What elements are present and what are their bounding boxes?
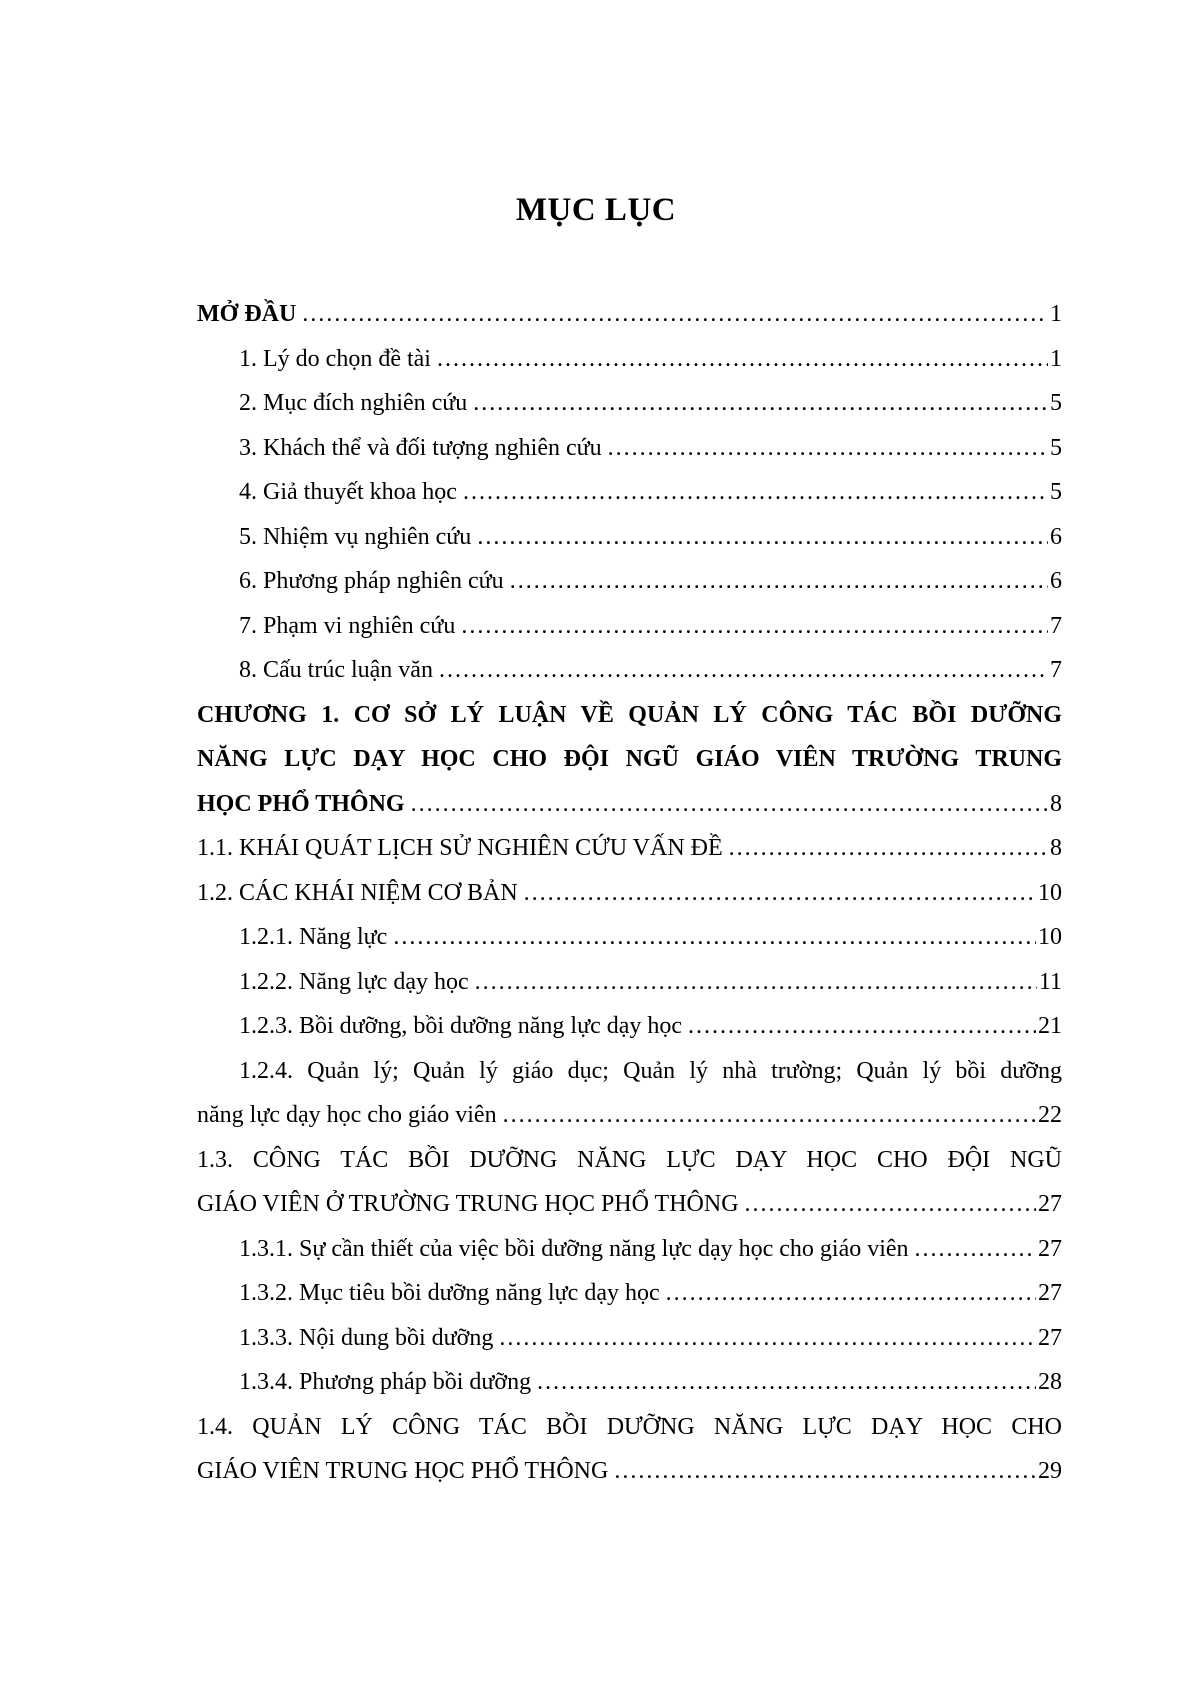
toc-entry-row bbox=[197, 292, 1062, 337]
toc-page-number: 10 bbox=[1038, 924, 1062, 950]
dot-leader bbox=[477, 515, 1048, 560]
toc-page-number: 7 bbox=[1050, 612, 1062, 639]
dot-leader bbox=[729, 826, 1048, 871]
toc-entry-title: 5. Nhiệm vụ nghiên cứu bbox=[239, 523, 472, 550]
dot-leader bbox=[688, 1004, 1036, 1049]
toc-page-number: 27 bbox=[1038, 1191, 1062, 1217]
toc-entry-row bbox=[197, 381, 1062, 426]
dot-leader bbox=[614, 1449, 1036, 1494]
toc-page-number: 1 bbox=[1050, 301, 1062, 327]
toc-page-number: 5 bbox=[1050, 434, 1062, 461]
toc-page-number: 5 bbox=[1050, 390, 1062, 416]
toc-entry[interactable] bbox=[197, 337, 1062, 382]
toc-entry[interactable] bbox=[197, 1405, 1062, 1494]
toc-entry-row bbox=[197, 826, 1062, 871]
toc-entry-row bbox=[197, 604, 1062, 649]
toc-entry[interactable] bbox=[197, 381, 1062, 426]
toc-entry-row bbox=[197, 1360, 1062, 1405]
dot-leader bbox=[302, 292, 1048, 337]
toc-entry-row bbox=[197, 426, 1062, 471]
toc-entry-title: 3. Khách thể và đối tượng nghiên cứu bbox=[239, 434, 602, 461]
toc-page-number: 29 bbox=[1038, 1458, 1062, 1484]
toc-entry-title: 2. Mục đích nghiên cứu bbox=[239, 390, 468, 416]
toc-entry[interactable] bbox=[197, 826, 1062, 871]
toc-entry-row bbox=[197, 915, 1062, 960]
toc-entry[interactable] bbox=[197, 426, 1062, 471]
dot-leader bbox=[537, 1360, 1036, 1405]
toc-entry-row bbox=[197, 1182, 1062, 1227]
toc-entry[interactable] bbox=[197, 1049, 1062, 1138]
dot-leader bbox=[461, 604, 1048, 649]
toc-entry-row bbox=[197, 1227, 1062, 1272]
toc-page-number: 22 bbox=[1038, 1102, 1062, 1128]
toc-entry-row bbox=[197, 1093, 1062, 1138]
dot-leader bbox=[393, 915, 1036, 960]
dot-leader bbox=[608, 426, 1048, 471]
toc-page-number: 27 bbox=[1038, 1280, 1062, 1306]
toc-page-number: 1 bbox=[1050, 345, 1062, 372]
toc-entry[interactable] bbox=[197, 1360, 1062, 1405]
toc-entry[interactable] bbox=[197, 871, 1062, 916]
toc-entry-title: 7. Phạm vi nghiên cứu bbox=[239, 612, 456, 639]
toc-title: MỤC LỤC bbox=[515, 192, 677, 228]
toc-entry-title: 1.2.3. Bồi dưỡng, bồi dưỡng năng lực dạy học bbox=[239, 1013, 683, 1039]
toc-entry-line: 1.2.4. Quản lý; Quản lý giáo dục; Quản lý nhà trường; Quản lý bồi dưỡng bbox=[239, 1057, 1062, 1084]
toc-entry-row bbox=[197, 515, 1062, 560]
dot-leader bbox=[503, 1093, 1036, 1138]
dot-leader bbox=[437, 337, 1048, 382]
toc-entry[interactable] bbox=[197, 1004, 1062, 1049]
toc-entry-title: HỌC PHỔ THÔNG bbox=[197, 790, 405, 817]
toc-entry-title: 1.3.2. Mục tiêu bồi dưỡng năng lực dạy học bbox=[239, 1280, 660, 1306]
toc-entry-line: 1.3. CÔNG TÁC BỒI DƯỠNG NĂNG LỰC DẠY HỌC CHO ĐỘI NGŨ bbox=[197, 1146, 1062, 1173]
toc-entry-line: NĂNG LỰC DẠY HỌC CHO ĐỘI NGŨ GIÁO VIÊN TRƯỜNG TRUNG bbox=[197, 746, 1062, 772]
toc-entry-title: năng lực dạy học cho giáo viên bbox=[197, 1102, 497, 1128]
dot-leader bbox=[463, 470, 1048, 515]
toc-entry-row bbox=[197, 782, 1062, 827]
toc-entry[interactable] bbox=[197, 960, 1062, 1005]
toc-entry-title: 4. Giả thuyết khoa học bbox=[239, 479, 457, 505]
toc-page-number: 21 bbox=[1038, 1013, 1062, 1039]
toc-entry-row bbox=[197, 871, 1062, 916]
dot-leader bbox=[745, 1182, 1036, 1227]
toc-entry[interactable] bbox=[197, 1227, 1062, 1272]
toc-page-number: 27 bbox=[1038, 1235, 1062, 1262]
dot-leader bbox=[510, 559, 1048, 604]
toc-entry-title: 1.3.3. Nội dung bồi dưỡng bbox=[239, 1324, 494, 1351]
toc-entry-title: 6. Phương pháp nghiên cứu bbox=[239, 568, 504, 594]
toc-entry-row bbox=[197, 1449, 1062, 1494]
toc-page-number: 8 bbox=[1050, 835, 1062, 861]
toc-entry-row bbox=[197, 470, 1062, 515]
toc-entry-row bbox=[197, 1271, 1062, 1316]
dot-leader bbox=[475, 960, 1037, 1005]
toc-entry-row bbox=[197, 960, 1062, 1005]
toc-entry[interactable] bbox=[197, 915, 1062, 960]
toc-entry-row bbox=[197, 337, 1062, 382]
toc-entry-title: 1.2.2. Năng lực dạy học bbox=[239, 968, 469, 995]
toc-page-number: 8 bbox=[1050, 790, 1062, 817]
toc-page-number: 10 bbox=[1038, 879, 1062, 906]
toc-entry-title: 1.1. KHÁI QUÁT LỊCH SỬ NGHIÊN CỨU VẤN ĐỀ bbox=[197, 835, 723, 861]
toc-entry-row bbox=[197, 1004, 1062, 1049]
toc-entry-title: 8. Cấu trúc luận văn bbox=[239, 657, 433, 683]
toc-entry-title: MỞ ĐẦU bbox=[197, 301, 297, 327]
toc-entry-row bbox=[197, 1316, 1062, 1361]
dot-leader bbox=[666, 1271, 1036, 1316]
dot-leader bbox=[473, 381, 1048, 426]
toc-entry-title: 1.3.4. Phương pháp bồi dưỡng bbox=[239, 1369, 532, 1395]
toc-page-number: 28 bbox=[1038, 1369, 1062, 1395]
toc-entry[interactable] bbox=[197, 470, 1062, 515]
toc-page-number: 7 bbox=[1050, 657, 1062, 683]
toc-entry[interactable] bbox=[197, 1316, 1062, 1361]
toc-page-number: 11 bbox=[1038, 968, 1062, 995]
toc-entry[interactable] bbox=[197, 1138, 1062, 1227]
toc-entry[interactable] bbox=[197, 648, 1062, 693]
toc-entry[interactable] bbox=[197, 515, 1062, 560]
toc-entry-title: 1. Lý do chọn đề tài bbox=[239, 345, 431, 372]
toc-page-number: 27 bbox=[1038, 1324, 1062, 1351]
toc-entry-row bbox=[197, 559, 1062, 604]
toc-entry[interactable] bbox=[197, 693, 1062, 827]
toc-entry-row bbox=[197, 648, 1062, 693]
dot-leader bbox=[439, 648, 1048, 693]
toc-entry-title: 1.3.1. Sự cần thiết của việc bồi dưỡng năng lực dạy học cho giáo viên bbox=[239, 1235, 909, 1262]
toc-entry-title: 1.2.1. Năng lực bbox=[239, 924, 388, 950]
toc-entry[interactable] bbox=[197, 559, 1062, 604]
toc-page-number: 5 bbox=[1050, 479, 1062, 505]
dot-leader bbox=[411, 782, 1048, 827]
dot-leader bbox=[524, 871, 1036, 916]
toc-entry-line: 1.4. QUẢN LÝ CÔNG TÁC BỒI DƯỠNG NĂNG LỰC DẠY HỌC CHO bbox=[197, 1413, 1062, 1440]
toc-page-number: 6 bbox=[1050, 568, 1062, 594]
toc-entry[interactable] bbox=[197, 1271, 1062, 1316]
toc-entry-title: GIÁO VIÊN Ở TRƯỜNG TRUNG HỌC PHỔ THÔNG bbox=[197, 1191, 739, 1217]
toc-entry[interactable] bbox=[197, 604, 1062, 649]
table-of-contents bbox=[197, 292, 1062, 1494]
dot-leader bbox=[915, 1227, 1036, 1272]
toc-entry[interactable] bbox=[197, 292, 1062, 337]
toc-entry-title: GIÁO VIÊN TRUNG HỌC PHỔ THÔNG bbox=[197, 1458, 609, 1484]
dot-leader bbox=[499, 1316, 1036, 1361]
toc-entry-line: CHƯƠNG 1. CƠ SỞ LÝ LUẬN VỀ QUẢN LÝ CÔNG TÁC BỒI DƯỠNG bbox=[197, 701, 1062, 728]
toc-page-number: 6 bbox=[1050, 523, 1062, 550]
toc-entry-title: 1.2. CÁC KHÁI NIỆM CƠ BẢN bbox=[197, 879, 518, 906]
